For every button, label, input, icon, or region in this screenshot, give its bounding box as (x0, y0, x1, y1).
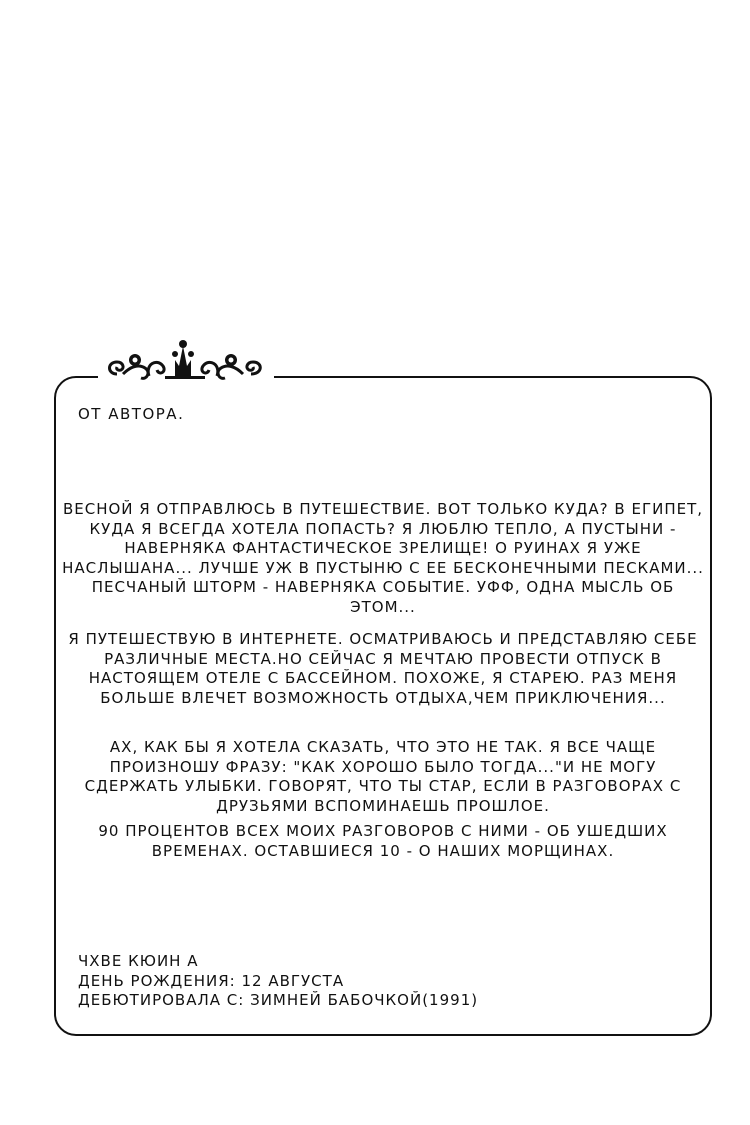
paragraph-internet: Я ПУТЕШЕСТВУЮ В ИНТЕРНЕТЕ. ОСМАТРИВАЮСЬ И ПРЕДСТАВЛЯЮ СЕБЕ РАЗЛИЧНЫЕ МЕСТА.НО СЕЙЧАС Я МЕЧТАЮ ПРОВЕСТИ ОТПУСК В НАСТОЯЩЕМ ОТЕЛЕ С БАССЕЙНОМ. ПОХОЖЕ, Я СТАРЕЮ. РАЗ МЕНЯ БОЛЬШЕ ВЛЕЧЕТ ВОЗМОЖНОСТЬ ОТДЫХА,ЧЕМ ПРИКЛЮЧЕНИЯ... (68, 630, 698, 707)
section-heading: ОТ АВТОРА. (78, 405, 185, 423)
ornament-flourish-icon (105, 336, 270, 384)
author-debut: ДЕБЮТИРОВАЛА С: ЗИМНЕЙ БАБОЧКОЙ(1991) (78, 991, 479, 1009)
paragraph-conversations: 90 ПРОЦЕНТОВ ВСЕХ МОИХ РАЗГОВОРОВ С НИМИ - ОБ УШЕДШИХ ВРЕМЕНАХ. ОСТАВШИЕСЯ 10 - О НАШИХ МОРЩИНАХ. (98, 822, 668, 860)
paragraph-travel: ВЕСНОЙ Я ОТПРАВЛЮСЬ В ПУТЕШЕСТВИЕ. ВОТ ТОЛЬКО КУДА? В ЕГИПЕТ, КУДА Я ВСЕГДА ХОТЕЛА ПОПАСТЬ? Я ЛЮБЛЮ ТЕПЛО, А ПУСТЫНИ - НАВЕРНЯКА ФАНТАСТИЧЕСКОЕ ЗРЕЛИЩЕ! О РУИНАХ Я УЖЕ НАСЛЫШАНА... ЛУЧШЕ УЖ В ПУСТЫНЮ С ЕЕ БЕСКОНЕЧНЫМИ ПЕСКАМИ... ПЕСЧАНЫЙ ШТОРМ - НАВЕРНЯКА СОБЫТИЕ. УФФ, ОДНА МЫСЛЬ ОБ ЭТОМ... (62, 500, 704, 616)
paragraph-memories: АХ, КАК БЫ Я ХОТЕЛА СКАЗАТЬ, ЧТО ЭТО НЕ ТАК. Я ВСЕ ЧАЩЕ ПРОИЗНОШУ ФРАЗУ: "КАК ХОРОШО БЫЛО ТОГДА..."И НЕ МОГУ СДЕРЖАТЬ УЛЫБКИ. ГОВОРЯТ, ЧТО ТЫ СТАР, ЕСЛИ В РАЗГОВОРАХ С ДРУЗЬЯМИ ВСПОМИНАЕШЬ ПРОШЛОЕ. (84, 738, 682, 815)
author-signature (78, 952, 478, 1011)
author-name: ЧХВЕ КЮИН А (78, 952, 199, 970)
author-birthday: ДЕНЬ РОЖДЕНИЯ: 12 АВГУСТА (78, 971, 345, 990)
